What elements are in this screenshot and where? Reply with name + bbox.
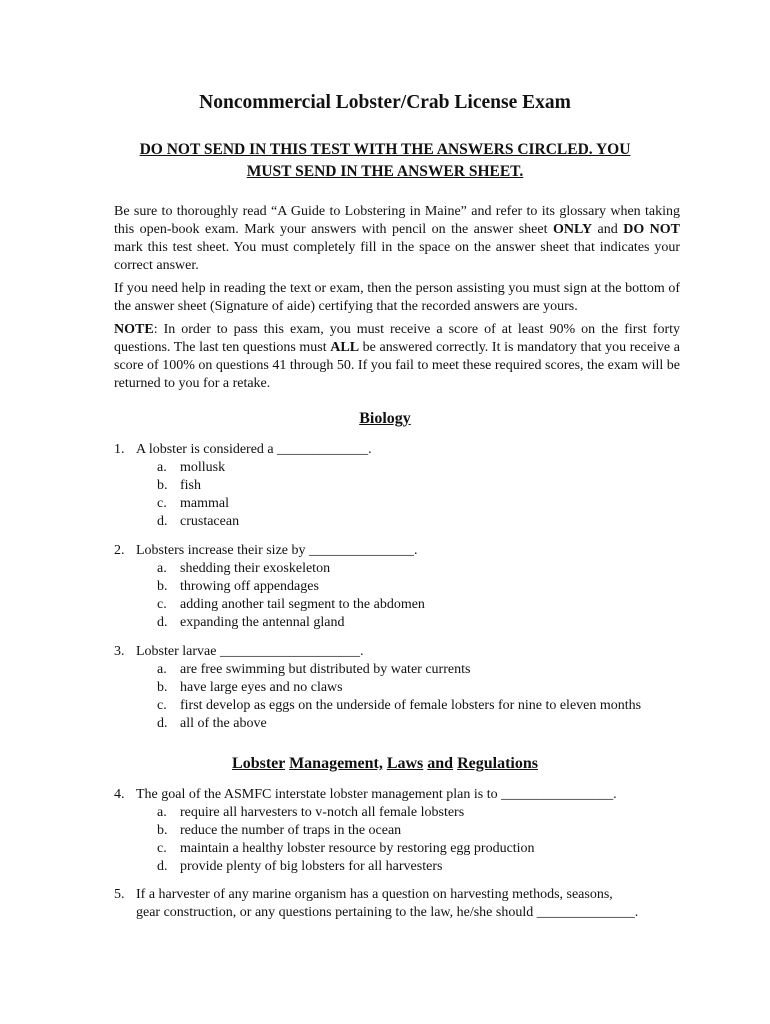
section-title-word: Lobster: [232, 755, 286, 772]
intro-text: and: [592, 222, 624, 237]
intro-paragraph-3: [114, 321, 680, 393]
section-title-word: Laws: [386, 755, 424, 772]
intro-paragraph-2: If you need help in reading the text or exam, then the person assisting you must sign at the bottom of the answer sheet (Signature of aide) certifying that the recorded answers are yours.: [114, 281, 680, 314]
answer-option: d. all of the above: [157, 716, 267, 731]
intro-paragraph-1: [114, 203, 680, 275]
answer-option: b. fish: [157, 478, 201, 493]
answer-option: d. provide plenty of big lobsters for all harvesters: [157, 859, 443, 874]
answer-option: c. mammal: [157, 496, 229, 511]
question-number: 5.: [114, 887, 125, 902]
question-5: [114, 886, 684, 922]
question-number: 3.: [114, 644, 125, 659]
question-number: 2.: [114, 543, 125, 558]
note-label: NOTE: [114, 322, 154, 337]
intro-text: be answered correctly. It is mandatory that you receive a score of 100% on questions 41 through 50. If you fail to meet these required scores, the exam will be returned to you for a retake.: [114, 340, 680, 391]
question-text: A lobster is considered a _____________.: [136, 442, 372, 457]
question-text: Lobsters increase their size by _______________.: [136, 543, 418, 558]
question-text: The goal of the ASMFC interstate lobster management plan is to ________________.: [136, 787, 617, 802]
answer-option: b. throwing off appendages: [157, 579, 319, 594]
question-2: [114, 542, 684, 632]
question-number: 4.: [114, 787, 125, 802]
answer-option: a. are free swimming but distributed by water currents: [157, 662, 471, 677]
answer-option: d. expanding the antennal gland: [157, 615, 345, 630]
answer-option: c. adding another tail segment to the abdomen: [157, 597, 425, 612]
answer-option: c. maintain a healthy lobster resource by restoring egg production: [157, 841, 535, 856]
question-number: 1.: [114, 442, 125, 457]
answer-option: d. crustacean: [157, 514, 240, 529]
warning-notice: [90, 139, 680, 183]
answer-option: b. reduce the number of traps in the ocean: [157, 823, 402, 838]
section-title-word: and: [427, 755, 454, 772]
answer-option: b. have large eyes and no claws: [157, 680, 343, 695]
answer-option: a. mollusk: [157, 460, 226, 475]
emphasis-all: ALL: [330, 340, 360, 355]
answer-option: c. first develop as eggs on the underside of female lobsters for nine to eleven months: [157, 698, 642, 713]
exam-title: Noncommercial Lobster/Crab License Exam: [199, 92, 571, 113]
emphasis-only: ONLY: [552, 222, 593, 237]
emphasis-do-not: DO NOT: [623, 222, 680, 237]
section-title-word: Management,: [289, 755, 383, 772]
answer-option: a. shedding their exoskeleton: [157, 561, 331, 576]
section-heading-biology: [0, 410, 770, 428]
question-text: Lobster larvae ____________________.: [136, 644, 364, 659]
section-title-word: Regulations: [457, 755, 538, 772]
warning-line-1: DO NOT SEND IN THIS TEST WITH THE ANSWERS CIRCLED. YOU: [139, 141, 631, 158]
question-1: [114, 441, 684, 531]
warning-line-2: MUST SEND IN THE ANSWER SHEET.: [246, 163, 524, 180]
answer-option: a. require all harvesters to v-notch all female lobsters: [157, 805, 465, 820]
question-4: [114, 786, 684, 876]
question-text-continued: gear construction, or any questions pertaining to the law, he/she should ______________.: [136, 905, 639, 920]
question-text: If a harvester of any marine organism has a question on harvesting methods, seasons,: [136, 887, 613, 902]
intro-text: mark this test sheet. You must completely fill in the space on the answer sheet that indicates your correct answer.: [114, 240, 680, 273]
section-title: Biology: [359, 410, 411, 427]
intro-text: Be sure to thoroughly read “A Guide to Lobstering in Maine” and refer to its glossary when taking this open-book exam. Mark your answers with pencil on the answer sheet: [114, 204, 680, 237]
question-3: [114, 643, 684, 733]
intro-text: : In order to pass this exam, you must receive a score of at least 90% on the first forty questions. The last ten questions must: [114, 322, 680, 355]
section-heading-management: [0, 755, 770, 773]
